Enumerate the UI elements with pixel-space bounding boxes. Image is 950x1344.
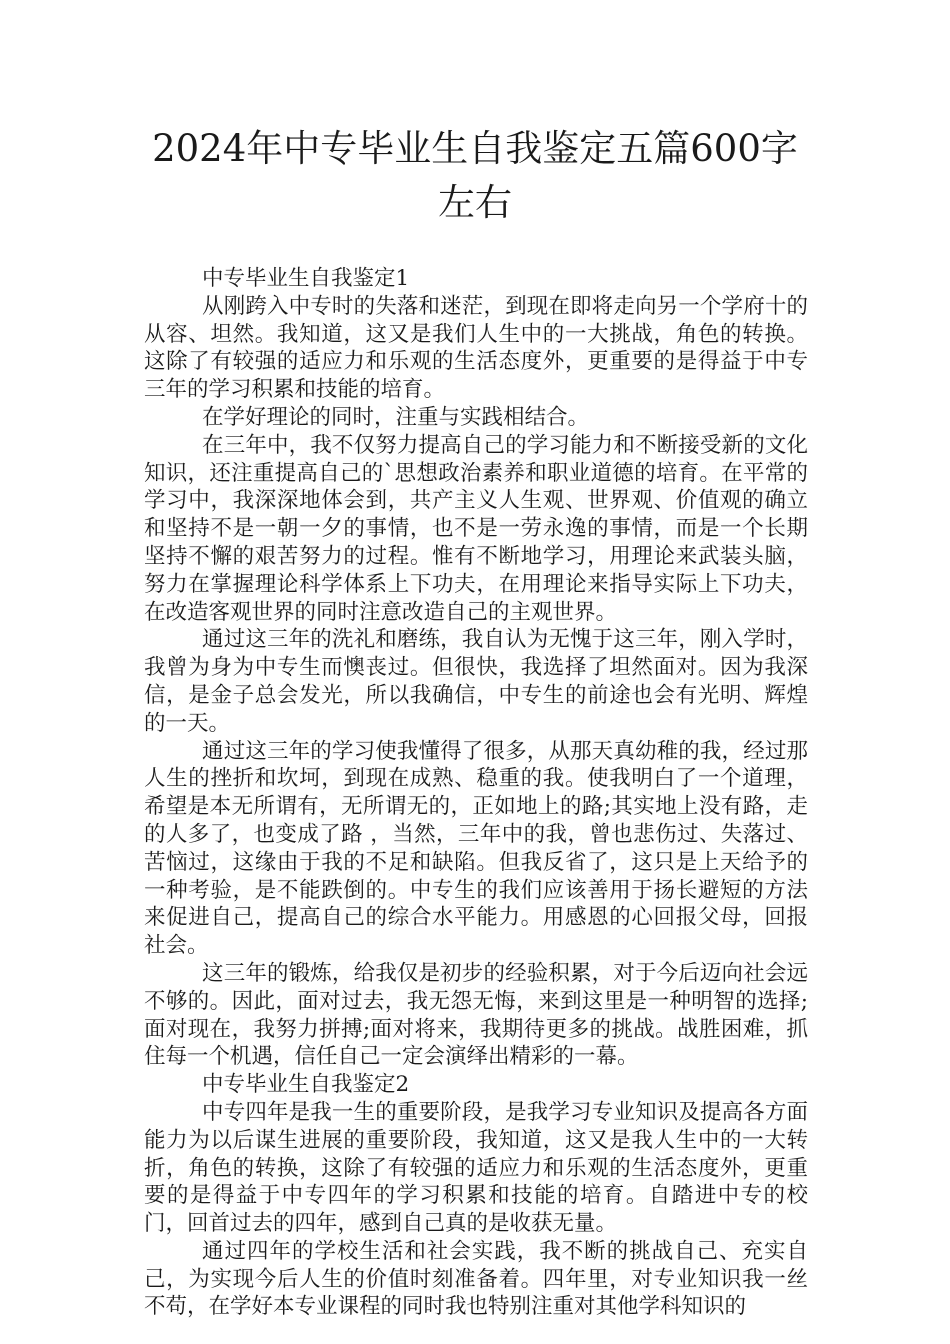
paragraph: 通过这三年的学习使我懂得了很多，从那天真幼稚的我，经过那人生的挫折和坎坷，到现在成熟、稳重的我。使我明白了一个道理， 希望是本无所谓有，无所谓无的，正如地上的路;其实地上没有路，走的人多了，也变成了路 ，当然，三年中的我，曾也悲伤过、失落过、苦恼过，这缘由于我的不足和缺陷。但我反省了，这只是上天给予的一种考验，是不能跌倒的。中专生的我们应该善用于扬长避短的方法来促进自己，提高自己的综合水平能力。用感恩的心回报父母，回报社会。 [144, 738, 808, 959]
paragraph: 在学好理论的同时，注重与实践相结合。 [202, 404, 590, 430]
document-title: 2024年中专毕业生自我鉴定五篇600字左右 [152, 127, 798, 224]
section-heading-2: 中专毕业生自我鉴定2 [202, 1072, 410, 1098]
section-heading-1: 中专毕业生自我鉴定1 [202, 266, 410, 291]
document-body [144, 265, 808, 1321]
paragraph: 通过这三年的洗礼和磨练，我自认为无愧于这三年，刚入学时，我曾为身为中专生而懊丧过。但很快，我选择了坦然面对。因为我深信，是金子总会发光，所以我确信，中专生的前途也会有光明、辉煌的一天。 [144, 627, 808, 736]
paragraph: 在三年中，我不仅努力提高自己的学习能力和不断接受新的文化知识，还注重提高自己的`思想政治素养和职业道德的培育。在平常的学习中，我深深地体会到，共产主义人生观、世界观、价值观的确立和坚持不是一朝一夕的事情，也不是一劳永逸的事情，而是一个长期坚持不懈的艰苦努力的过程。惟有不断地学习，用理论来武装头脑，努力在掌握理论科学体系上下功夫，在用理论来指导实际上下功夫，在改造客观世界的同时注意改造自己的主观世界。 [144, 432, 808, 625]
paragraph: 从刚跨入中专时的失落和迷茫，到现在即将走向另一个学府十的从容、坦然。我知道，这又是我们人生中的一大挑战，角色的转换。这除了有较强的适应力和乐观的生活态度外，更重要的是得益于中专三年的学习积累和技能的培育。 [144, 293, 808, 403]
paragraph: 这三年的锻炼，给我仅是初步的经验积累，对于今后迈向社会远不够的。因此，面对过去，我无怨无悔，来到这里是一种明智的选择;面对现在，我努力拼搏;面对将来，我期待更多的挑战。战胜困难，抓住每一个机遇，信任自己一定会演绎出精彩的一幕。 [144, 960, 808, 1070]
paragraph: 通过四年的学校生活和社会实践，我不断的挑战自己、充实自己，为实现今后人生的价值时刻准备着。四年里，对专业知识我一丝不苟，在学好本专业课程的同时我也特别注重对其他学科知识的 [144, 1238, 808, 1320]
paragraph: 中专四年是我一生的重要阶段，是我学习专业知识及提高各方面能力为以后谋生进展的重要阶段，我知道，这又是我人生中的一大转折，角色的转换，这除了有较强的适应力和乐观的生活态度外，更重要的是得益于中专四年的学习积累和技能的培育。自踏进中专的校门，回首过去的四年，感到自己真的是收获无量。 [144, 1099, 808, 1237]
